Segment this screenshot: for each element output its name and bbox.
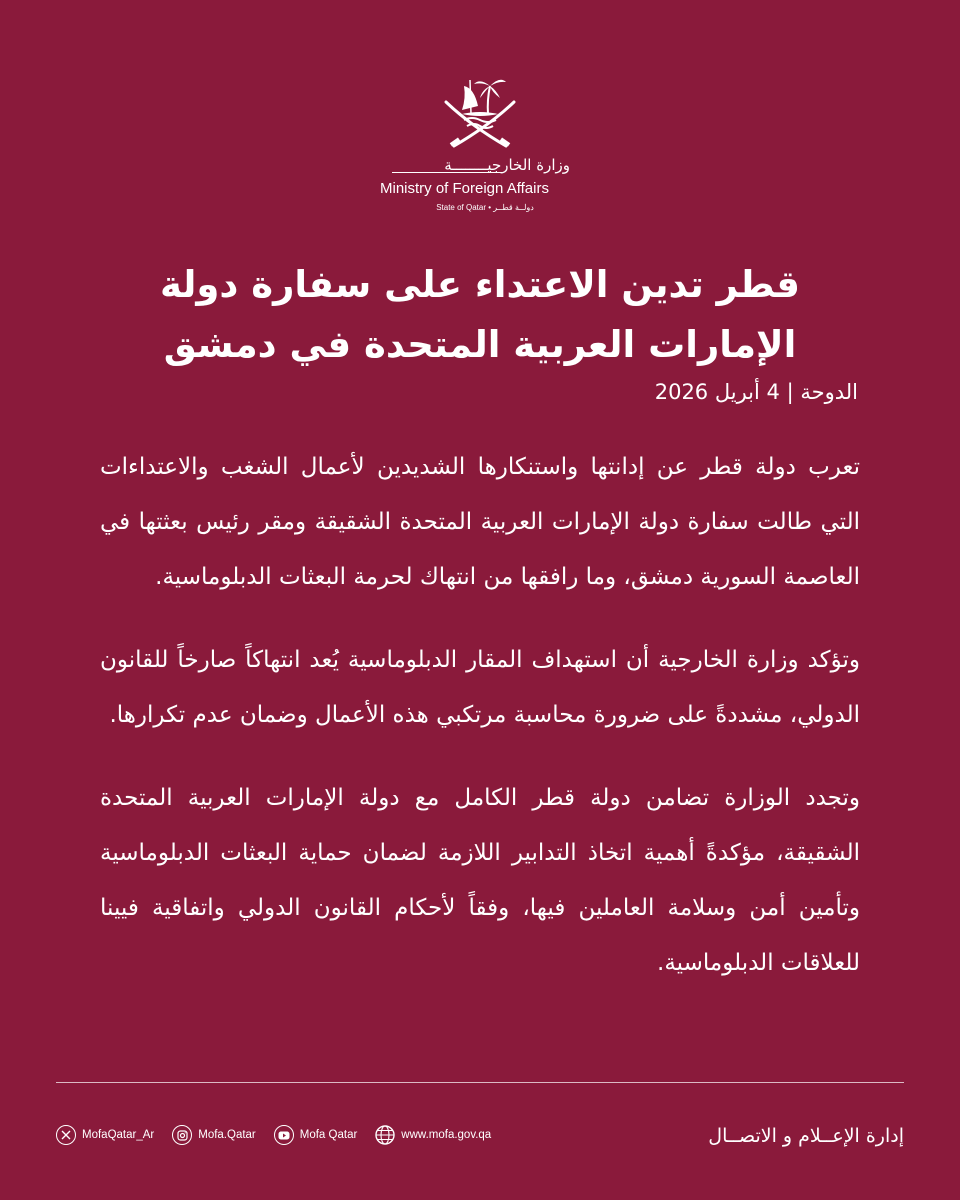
social-label: Mofa Qatar [299,1129,358,1141]
social-link-youtube[interactable] [274,1125,358,1145]
paragraph: تعرب دولة قطر عن إدانتها واستنكارها الشديدين لأعمال الشغب والاعتداءات التي طالت سفارة دولة الإمارات العربية المتحدة الشقيقة ومقر رئيس بعثتها في العاصمة السورية دمشق، وما رافقها من انتهاك لحرمة البعثات الدبلوماسية. [100,454,860,590]
ministry-underline [392,172,502,173]
instagram-icon [172,1125,192,1145]
statement-body [100,440,860,1019]
social-links [56,1125,491,1145]
dateline: الدوحة | 4 أبريل 2026 [654,380,858,404]
department-name: إدارة الإعــلام و الاتصــال [708,1125,904,1147]
social-link-instagram[interactable] [172,1125,256,1145]
state-of-qatar: State of Qatar • دولــة قطــر [436,203,534,212]
statement-title: قطر تدين الاعتداء على سفارة دولة الإمارات العربية المتحدة في دمشق [160,263,800,366]
ministry-name-english: Ministry of Foreign Affairs [380,180,549,197]
footer [56,1125,904,1155]
social-label: Mofa.Qatar [198,1129,256,1141]
paragraph: وتجدد الوزارة تضامن دولة قطر الكامل مع دولة الإمارات العربية المتحدة الشقيقة، مؤكدةً أهمية اتخاذ التدابير اللازمة لضمان حماية البعثات الدبلوماسية وتأمين أمن وسلامة العاملين فيها، وفقاً لأحكام القانون الدولي واتفاقية فيينا للعلاقات الدبلوماسية. [100,785,860,976]
globe-icon [375,1125,395,1145]
social-link-website[interactable] [375,1125,491,1145]
social-link-x[interactable] [56,1125,154,1145]
social-label: www.mofa.gov.qa [401,1129,492,1141]
ministry-name-arabic: وزارة الخارجيــــــــة [444,156,570,174]
youtube-icon [274,1125,294,1145]
header [0,70,960,152]
qatar-emblem-icon [440,70,520,152]
x-icon [56,1125,76,1145]
paragraph: وتؤكد وزارة الخارجية أن استهداف المقار الدبلوماسية يُعد انتهاكاً صارخاً للقانون الدولي، مشددةً على ضرورة محاسبة مرتكبي هذه الأعمال وضمان عدم تكرارها. [100,647,860,728]
social-label: MofaQatar_Ar [82,1129,155,1141]
footer-divider [56,1082,904,1083]
